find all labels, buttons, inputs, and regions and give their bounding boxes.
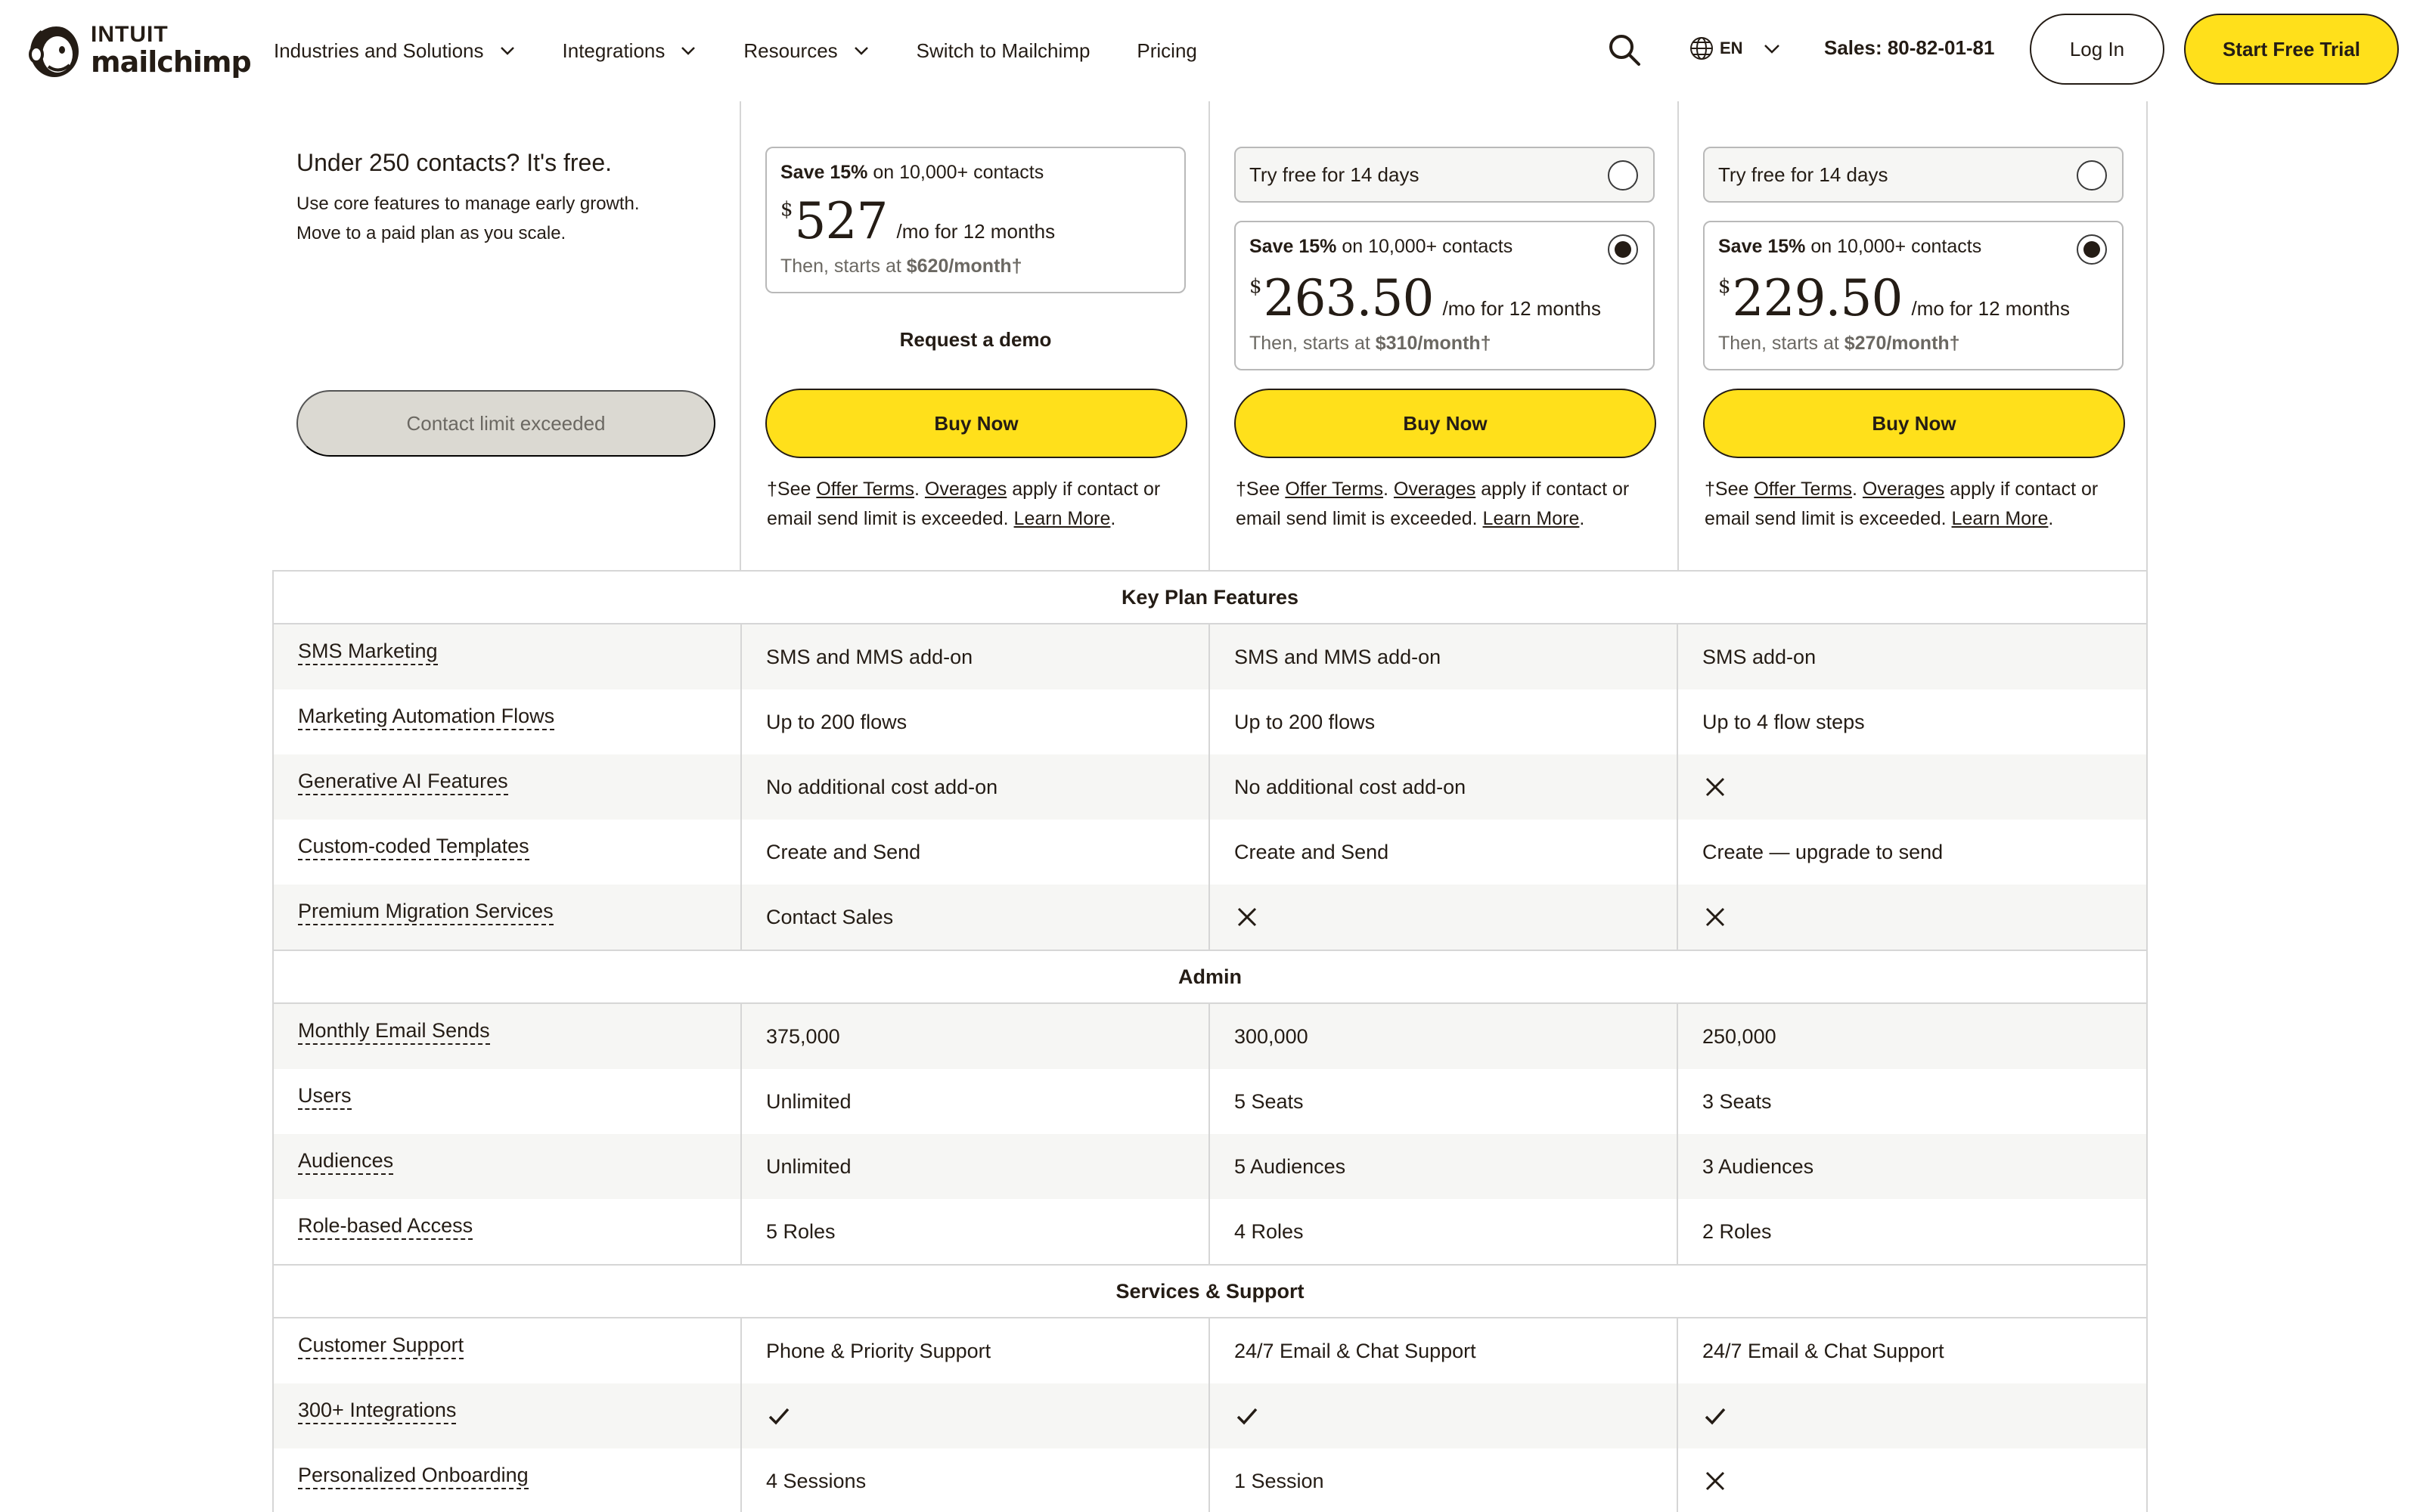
table-row: [274, 820, 2146, 885]
then-prefix: Then, starts at: [780, 256, 907, 277]
feature-label-cell: [274, 624, 742, 689]
chevron-down-icon: [499, 42, 516, 59]
pricing-option-trial[interactable]: [1703, 147, 2124, 203]
feature-tooltip-label[interactable]: Audiences: [298, 1148, 393, 1175]
sales-phone[interactable]: Sales: 80-82-01-81: [1824, 36, 1995, 59]
section-heading: Key Plan Features: [274, 570, 2146, 624]
offer-terms-link[interactable]: Offer Terms: [816, 479, 915, 500]
feature-value: Create — upgrade to send: [1702, 840, 1944, 863]
price-amount: 229.50: [1732, 269, 1903, 327]
pricing-option-annual[interactable]: [1234, 221, 1655, 370]
feature-value: 24/7 Email & Chat Support: [1210, 1318, 1678, 1383]
price: [780, 192, 1055, 250]
feature-label-cell: [274, 1199, 742, 1264]
save-percent: Save 15%: [1249, 236, 1337, 257]
feature-value: 4 Sessions: [742, 1448, 1210, 1512]
mailchimp-logo[interactable]: [26, 20, 251, 80]
offer-dot: .: [914, 479, 925, 500]
feature-value: Up to 200 flows: [1210, 689, 1678, 754]
feature-value: SMS add-on: [1702, 645, 1817, 668]
save-offer: [1718, 236, 1981, 258]
radio-trial[interactable]: [1608, 160, 1638, 191]
table-row: [274, 885, 2146, 950]
nav-pricing[interactable]: [1137, 39, 1196, 63]
feature-value: 5 Audiences: [1210, 1134, 1678, 1199]
trial-label: Try free for 14 days: [1718, 163, 1888, 186]
learn-more-link[interactable]: Learn More: [1013, 508, 1111, 529]
feature-value-cell: [1210, 1383, 1678, 1448]
contact-limit-button: Contact limit exceeded: [296, 390, 715, 457]
feature-label-cell: [274, 820, 742, 885]
column-divider: [740, 101, 741, 570]
feature-value: 5 Seats: [1210, 1069, 1678, 1134]
feature-value-cell: [742, 1383, 1210, 1448]
table-row: [274, 1134, 2146, 1199]
request-demo-link[interactable]: Request a demo: [899, 328, 1052, 351]
feature-tooltip-label[interactable]: Premium Migration Services: [298, 898, 554, 925]
feature-value: Up to 200 flows: [742, 689, 1210, 754]
offer-mid: apply if contact or email send limit is exceeded.: [1236, 479, 1630, 529]
offer-terms-note: [767, 475, 1190, 534]
section-heading: Admin: [274, 950, 2146, 1004]
x-icon: [1234, 904, 1260, 930]
table-row: [274, 1069, 2146, 1134]
price-period: /mo for 12 months: [1911, 297, 2071, 320]
offer-terms-link[interactable]: Offer Terms: [1754, 479, 1853, 500]
feature-value: Up to 4 flow steps: [1702, 710, 1865, 733]
price-amount: 527: [794, 192, 888, 250]
save-detail: on 10,000+ contacts: [867, 162, 1044, 183]
feature-tooltip-label[interactable]: Monthly Email Sends: [298, 1018, 490, 1045]
offer-end: .: [1579, 508, 1585, 529]
then-prefix: Then, starts at: [1718, 333, 1844, 354]
price: [1249, 269, 1601, 327]
feature-comparison-table: [272, 570, 2148, 1512]
learn-more-link[interactable]: Learn More: [1482, 508, 1580, 529]
globe-icon: [1688, 35, 1715, 62]
feature-value-cell: [1678, 1448, 2146, 1512]
buy-now-button[interactable]: Buy Now: [765, 389, 1187, 458]
then-price: [1718, 333, 1960, 355]
feature-value: Contact Sales: [742, 885, 1210, 950]
offer-terms-note: [1705, 475, 2128, 534]
pricing-option-annual[interactable]: [765, 147, 1186, 293]
login-button[interactable]: Log In: [2030, 14, 2164, 85]
feature-tooltip-label[interactable]: Users: [298, 1083, 352, 1110]
feature-value: Unlimited: [742, 1069, 1210, 1134]
feature-value: 375,000: [742, 1004, 1210, 1069]
nav-integrations[interactable]: [563, 39, 697, 63]
offer-prefix: †See: [1236, 479, 1286, 500]
feature-tooltip-label[interactable]: 300+ Integrations: [298, 1397, 456, 1424]
price-period: /mo for 12 months: [1442, 297, 1602, 320]
language-label: EN: [1720, 39, 1743, 57]
feature-value: 250,000: [1702, 1024, 1776, 1048]
pricing-option-annual[interactable]: [1703, 221, 2124, 370]
then-prefix: Then, starts at: [1249, 333, 1376, 354]
feature-label-cell: [274, 1069, 742, 1134]
feature-tooltip-label[interactable]: Generative AI Features: [298, 768, 508, 795]
currency-symbol: $: [1718, 275, 1731, 298]
feature-label-cell: [274, 1383, 742, 1448]
table-row: [274, 624, 2146, 689]
nav-label: Pricing: [1137, 39, 1197, 62]
offer-prefix: †See: [1705, 479, 1754, 500]
overages-link[interactable]: Overages: [1862, 479, 1945, 500]
feature-value: 3 Seats: [1702, 1089, 1772, 1113]
check-icon: [1234, 1403, 1260, 1429]
then-amount: $620/month†: [906, 256, 1022, 277]
feature-value: Phone & Priority Support: [742, 1318, 1210, 1383]
logo-mailchimp-text: mailchimp: [91, 45, 251, 79]
save-percent: Save 15%: [1718, 236, 1806, 257]
radio-trial[interactable]: [2077, 160, 2107, 191]
feature-value: 4 Roles: [1210, 1199, 1678, 1264]
search-icon[interactable]: [1606, 32, 1643, 68]
table-row: [274, 1004, 2146, 1069]
feature-value: Unlimited: [742, 1134, 1210, 1199]
table-row: [274, 1199, 2146, 1264]
then-amount: $270/month†: [1844, 333, 1960, 354]
radio-annual-selected[interactable]: [1608, 234, 1638, 265]
feature-value: No additional cost add-on: [1210, 754, 1678, 820]
feature-label-cell: [274, 1448, 742, 1512]
free-plan-description: Use core features to manage early growth. Move to a paid plan as you scale.: [296, 194, 640, 243]
column-divider: [2146, 101, 2148, 570]
currency-symbol: $: [1249, 275, 1262, 298]
offer-end: .: [2048, 508, 2054, 529]
price-period: /mo for 12 months: [896, 220, 1056, 243]
chevron-down-icon: [853, 42, 870, 59]
feature-value: 3 Audiences: [1702, 1154, 1814, 1178]
feature-tooltip-label[interactable]: SMS Marketing: [298, 638, 438, 665]
buy-now-button[interactable]: Buy Now: [1703, 389, 2125, 458]
offer-prefix: †See: [767, 479, 817, 500]
site-header: [0, 0, 2420, 101]
save-offer: [780, 162, 1044, 184]
chevron-down-icon: [680, 42, 697, 59]
feature-value: Create and Send: [1210, 820, 1678, 885]
buy-now-button[interactable]: Buy Now: [1234, 389, 1656, 458]
learn-more-link[interactable]: Learn More: [1951, 508, 2049, 529]
price-amount: 263.50: [1263, 269, 1434, 327]
section-heading: Services & Support: [274, 1264, 2146, 1318]
then-price: [780, 256, 1022, 277]
save-detail: on 10,000+ contacts: [1336, 236, 1513, 257]
logo-intuit-text: INTUIT: [91, 22, 169, 47]
overages-link[interactable]: Overages: [1393, 479, 1476, 500]
x-icon: [1702, 1468, 1728, 1494]
feature-tooltip-label[interactable]: Marketing Automation Flows: [298, 703, 554, 730]
nav-label: Integrations: [562, 39, 666, 62]
nav-label: Industries and Solutions: [274, 39, 484, 62]
radio-annual-selected[interactable]: [2077, 234, 2107, 265]
offer-mid: apply if contact or email send limit is exceeded.: [767, 479, 1161, 529]
column-divider: [1208, 101, 1210, 570]
nav-label: Switch to Mailchimp: [916, 39, 1091, 62]
feature-label-cell: [274, 1004, 742, 1069]
feature-tooltip-label[interactable]: Customer Support: [298, 1332, 464, 1359]
offer-dot: .: [1383, 479, 1394, 500]
feature-tooltip-label[interactable]: Personalized Onboarding: [298, 1462, 529, 1489]
then-price: [1249, 333, 1491, 355]
chevron-down-icon: [1763, 39, 1781, 57]
freddie-logo-icon: [26, 20, 83, 80]
offer-end: .: [1110, 508, 1116, 529]
table-row: [274, 689, 2146, 754]
feature-label-cell: [274, 1318, 742, 1383]
save-percent: Save 15%: [780, 162, 868, 183]
feature-value-cell: [1210, 885, 1678, 950]
main-nav: [274, 0, 1244, 101]
save-offer: [1249, 236, 1512, 258]
start-free-trial-button[interactable]: Start Free Trial: [2184, 14, 2399, 85]
offer-mid: apply if contact or email send limit is exceeded.: [1705, 479, 2099, 529]
feature-value: 300,000: [1210, 1004, 1678, 1069]
check-icon: [766, 1403, 792, 1429]
trial-label: Try free for 14 days: [1249, 163, 1419, 186]
x-icon: [1702, 774, 1728, 800]
feature-label-cell: [274, 754, 742, 820]
table-row: [274, 1383, 2146, 1448]
feature-value: 1 Session: [1210, 1448, 1678, 1512]
currency-symbol: $: [780, 198, 793, 221]
pricing-option-trial[interactable]: [1234, 147, 1655, 203]
nav-label: Resources: [743, 39, 838, 62]
overages-link[interactable]: Overages: [924, 479, 1007, 500]
feature-value: 5 Roles: [742, 1199, 1210, 1264]
column-divider: [1677, 101, 1679, 570]
feature-value: SMS and MMS add-on: [742, 624, 1210, 689]
feature-value-cell: [1678, 754, 2146, 820]
free-plan: [296, 147, 720, 248]
offer-terms-note: [1236, 475, 1659, 534]
feature-label-cell: [274, 689, 742, 754]
nav-industries[interactable]: [274, 39, 516, 63]
nav-resources[interactable]: [743, 39, 869, 63]
check-icon: [1702, 1403, 1728, 1429]
feature-label-cell: [274, 885, 742, 950]
price: [1718, 269, 2070, 327]
feature-value: No additional cost add-on: [742, 754, 1210, 820]
feature-value: SMS and MMS add-on: [1210, 624, 1678, 689]
then-amount: $310/month†: [1375, 333, 1491, 354]
save-detail: on 10,000+ contacts: [1805, 236, 1982, 257]
feature-tooltip-label[interactable]: Role-based Access: [298, 1213, 473, 1240]
feature-value-cell: [1678, 885, 2146, 950]
feature-label-cell: [274, 1134, 742, 1199]
feature-value: 24/7 Email & Chat Support: [1702, 1339, 1944, 1362]
table-row: [274, 1448, 2146, 1512]
free-plan-title: Under 250 contacts? It's free.: [296, 149, 612, 176]
offer-dot: .: [1852, 479, 1863, 500]
nav-switch[interactable]: [917, 39, 1091, 63]
table-row: [274, 754, 2146, 820]
feature-tooltip-label[interactable]: Custom-coded Templates: [298, 833, 529, 860]
x-icon: [1702, 904, 1728, 930]
language-selector[interactable]: [1688, 35, 1781, 62]
feature-value: Create and Send: [742, 820, 1210, 885]
offer-terms-link[interactable]: Offer Terms: [1285, 479, 1384, 500]
feature-value-cell: [1678, 1383, 2146, 1448]
table-row: [274, 1318, 2146, 1383]
feature-value: 2 Roles: [1702, 1219, 1772, 1243]
